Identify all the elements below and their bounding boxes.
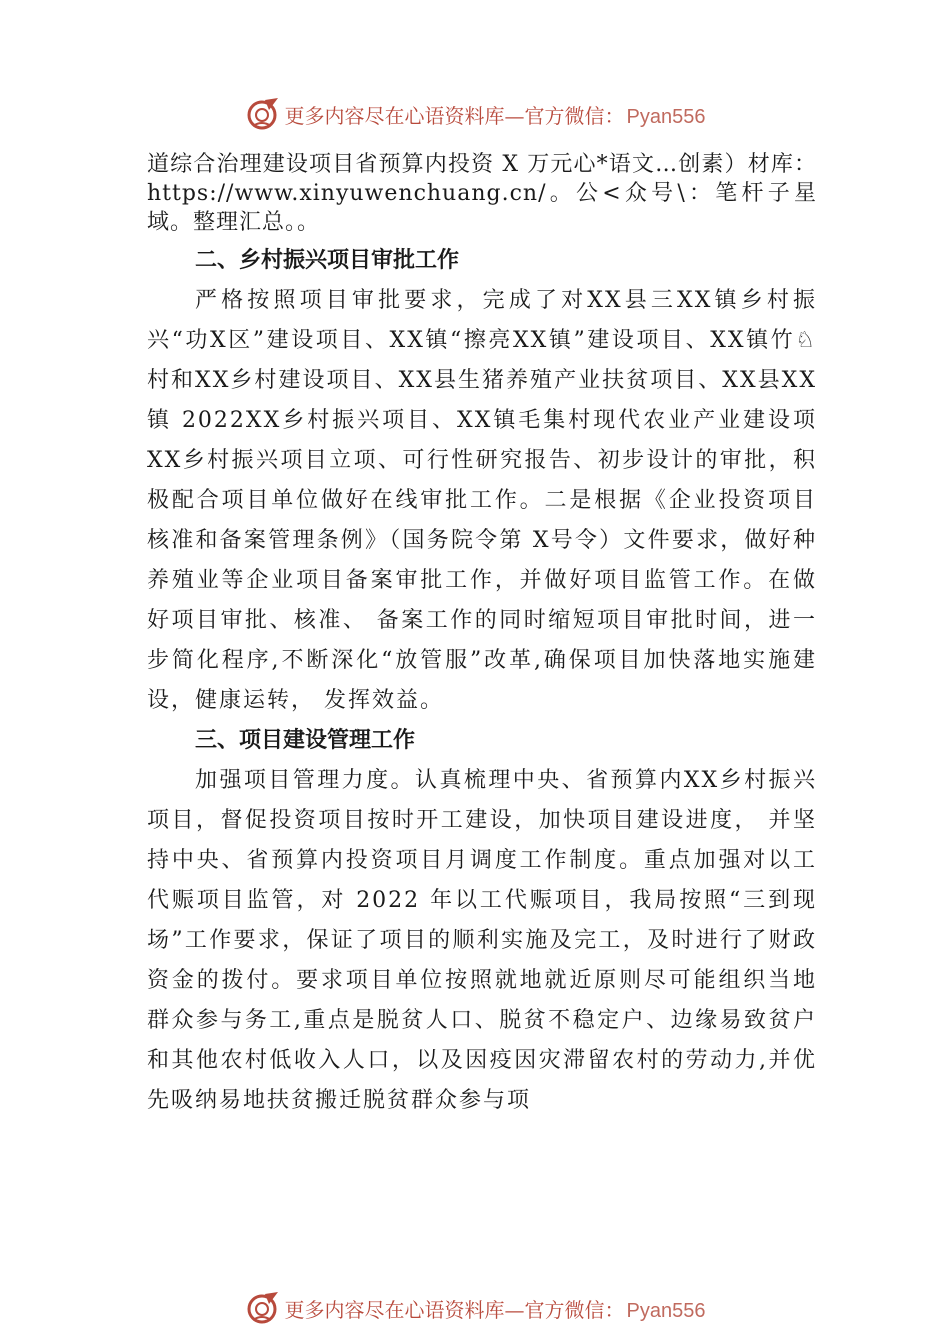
continued-paragraph: 道综合治理建设项目省预算内投资 X 万元心*语文…创素）材库：https://www.xinyuwenchuang.cn/。公<众号\：笔杆子星域。整理汇总。。 [147,152,817,235]
footer-banner [0,1288,950,1328]
wechat-id: Pyan556 [626,105,706,128]
section-paragraph: 严格按照项目审批要求，完成了对XX县三XX镇乡村振兴“功X区”建设项目、XX镇“擦亮XX镇”建设项目、XX镇竹♘村和XX乡村建设项目、XX县生猪养殖产业扶贫项目、XX县XX镇 2022XX乡村振兴项目、XX镇毛集村现代农业产业建设项XX乡村振兴项目立项、可行性研究报告、初步设计的审批，积极配合项目单位做好在线审批工作。二是根据《企业投资项目核准和备案管理条例》（国务院令第 X号令）文件要求，做好种养殖业等企业项目备案审批工作，并做好项目监管工作。在做好项目审批、核准、 备案工作的同时缩短项目审批时间，进一步简化程序,不断深化“放管服”改革,确保项目加快落地实施建设，健康运转， 发挥效益。 [147,288,817,713]
document-body [147,150,817,1121]
pen-seal-logo-icon [245,1290,281,1326]
header-banner [0,94,950,134]
wechat-id: Pyan556 [626,1299,706,1322]
banner-label: 更多内容尽在心语资料库—官方微信： Pyan556 [284,1297,706,1322]
section-heading: 三、项目建设管理工作 [195,728,416,753]
pen-seal-logo-icon [245,96,281,132]
banner-label: 更多内容尽在心语资料库—官方微信： Pyan556 [284,103,706,128]
section-paragraph: 加强项目管理力度。认真梳理中央、省预算内XX乡村振兴项目，督促投资项目按时开工建设，加快项目建设进度， 并坚持中央、省预算内投资项目月调度工作制度。重点加强对以工代赈项目监管，对 2022 年以工代赈项目，我局按照“三到现场”工作要求，保证了项目的顺利实施及完工，及时进行了财政资金的拨付。要求项目单位按照就地就近原则尽可能组织当地群众参与务工,重点是脱贫人口、脱贫不稳定户、边缘易致贫户和其他农村低收入人口，以及因疫因灾滞留农村的劳动力,并优先吸纳易地扶贫搬迁脱贫群众参与项 [147,768,817,1113]
section-heading: 二、乡村振兴项目审批工作 [195,248,460,273]
